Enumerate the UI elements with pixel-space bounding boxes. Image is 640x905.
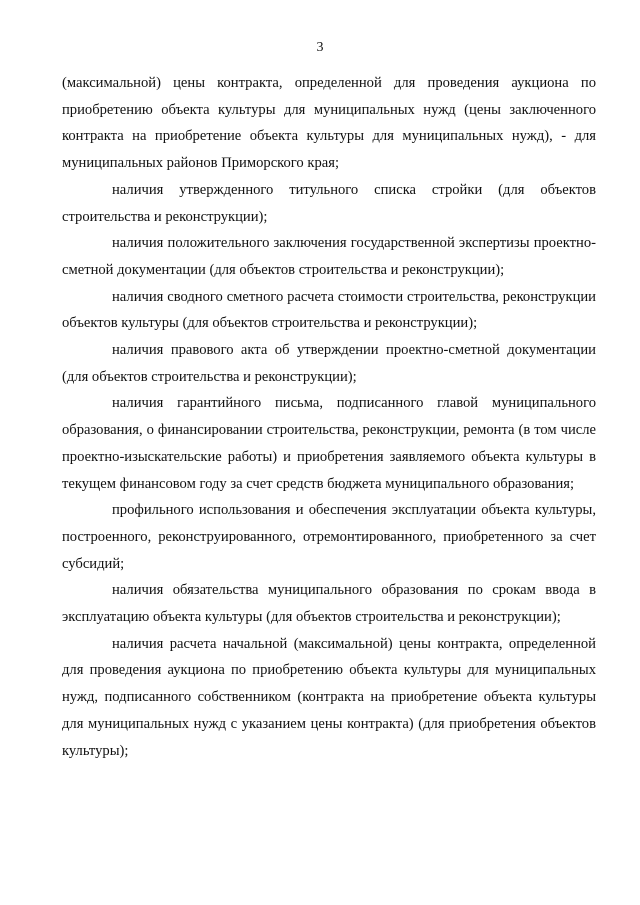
paragraph-5: наличия правового акта об утверждении проектно-сметной документации (для объектов строительства и реконструкции);: [62, 342, 596, 385]
paragraph-7: профильного использования и обеспечения эксплуатации объекта культуры, построенного, реконструированного, отремонтированного, приобретенного за счет субсидий;: [62, 502, 596, 572]
paragraph-2: наличия утвержденного титульного списка стройки (для объектов строительства и реконструкции);: [62, 181, 596, 225]
paragraph-9: наличия расчета начальной (максимальной) цены контракта, определенной для проведения аукциона по приобретению объекта культуры для муниципальных нужд, подписанного собственником (контракта на приобретение объекта культуры для муниципальных нужд с указанием цены контракта) (для приобретения объектов культуры);: [62, 635, 596, 759]
page-number: 3: [316, 40, 324, 55]
paragraph-3: наличия положительного заключения государственной экспертизы проектно-сметной документации (для объектов строительства и реконструкции);: [62, 235, 596, 278]
body-text: [62, 70, 596, 764]
paragraph-6: наличия гарантийного письма, подписанного главой муниципального образования, о финансировании строительства, реконструкции, ремонта (в том числе проектно-изыскательские работы) и приобретения заявляемого объекта культуры в текущем финансовом году за счет средств бюджета муниципального образования;: [62, 395, 596, 492]
paragraph-8: наличия обязательства муниципального образования по срокам ввода в эксплуатацию объекта культуры (для объектов строительства и реконструкции);: [62, 582, 596, 626]
paragraph-1: (максимальной) цены контракта, определенной для проведения аукциона по приобретению объекта культуры для муниципальных нужд (цены заключенного контракта на приобретение объекта культуры для муниципальных нужд), - для муниципальных районов Приморского края;: [62, 75, 596, 172]
paragraph-4: наличия сводного сметного расчета стоимости строительства, реконструкции объектов культуры (для объектов строительства и реконструкции);: [62, 288, 596, 332]
